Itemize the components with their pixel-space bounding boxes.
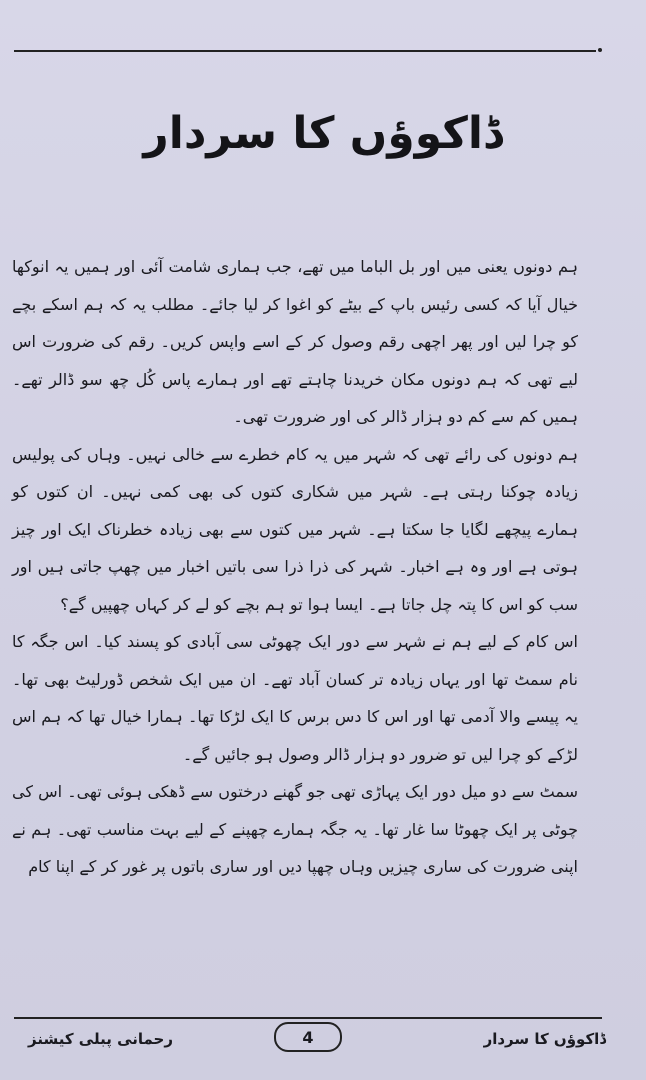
paragraph-4: سمٹ سے دو میل دور ایک پہاڑی تھی جو گھنے درختوں سے ڈھکی ہوئی تھی۔ اس کی چوٹی پر ایک چھوٹا سا غار تھا۔ یہ جگہ ہمارے چھپنے کے لیے بہت مناسب تھی۔ ہم نے اپنی ضرورت کی ساری چیزیں وہاں چھپا دیں اور ساری باتوں پر غور کر کے اپنا کام bbox=[12, 782, 578, 876]
story-text bbox=[12, 248, 618, 886]
header-rule bbox=[14, 50, 596, 52]
publisher-name: رحمانی پبلی کیشنز bbox=[28, 1030, 174, 1048]
chapter-title: ڈاکوؤں کا سردار bbox=[143, 108, 503, 159]
footer-book-title: ڈاکوؤں کا سردار bbox=[483, 1030, 606, 1048]
paragraph-1: ہم دونوں یعنی میں اور بل الباما میں تھے، جب ہماری شامت آئی اور ہمیں یہ انوکھا خیال آیا کہ کسی رئیس باپ کے بیٹے کو اغوا کر لیا جائے۔ مطلب یہ کہ ہم اسکے بچے کو چرا لیں اور پھر اچھی رقم وصول کر کے اسے واپس کریں۔ رقم کی ضرورت اس لیے تھی کہ ہم دونوں مکان خریدنا چاہتے تھے اور ہمارے پاس کُل چھ سو ڈالر تھے۔ ہمیں کم سے کم دو ہزار ڈالر کی اور ضرورت تھی۔ bbox=[12, 257, 578, 426]
paragraph-2: ہم دونوں کی رائے تھی کہ شہر میں یہ کام خطرے سے خالی نہیں۔ وہاں کی پولیس زیادہ چوکنا رہتی ہے۔ شہر میں شکاری کتوں کی بھی کمی نہیں۔ ان کتوں کو ہمارے پیچھے لگایا جا سکتا ہے۔ شہر میں کتوں سے بھی زیادہ خطرناک ایک اور چیز ہوتی ہے اور وہ ہے اخبار۔ شہر کی ذرا ذرا سی باتیں اخبار میں چھپ جاتی ہیں اور سب کو اس کا پتہ چل جاتا ہے۔ ایسا ہوا تو ہم بچے کو لے کر کہاں چھپیں گے؟ bbox=[12, 444, 578, 614]
header-rule-dot bbox=[598, 48, 602, 52]
footer-rule bbox=[14, 1017, 602, 1019]
page-number: 4 bbox=[274, 1022, 342, 1052]
paragraph-3: اس کام کے لیے ہم نے شہر سے دور ایک چھوٹی سی آبادی کو پسند کیا۔ اس جگہ کا نام سمٹ تھا اور یہاں زیادہ تر کسان آباد تھے۔ ان میں ایک شخص ڈورلیٹ بھی تھا۔ یہ پیسے والا آدمی تھا اور اس کا دس برس کا ایک لڑکا تھا۔ ہمارا خیال تھا کہ ہم اس لڑکے کو چرا لیں تو ضرور دو ہزار ڈالر وصول ہو جائیں گے۔ bbox=[12, 632, 578, 764]
